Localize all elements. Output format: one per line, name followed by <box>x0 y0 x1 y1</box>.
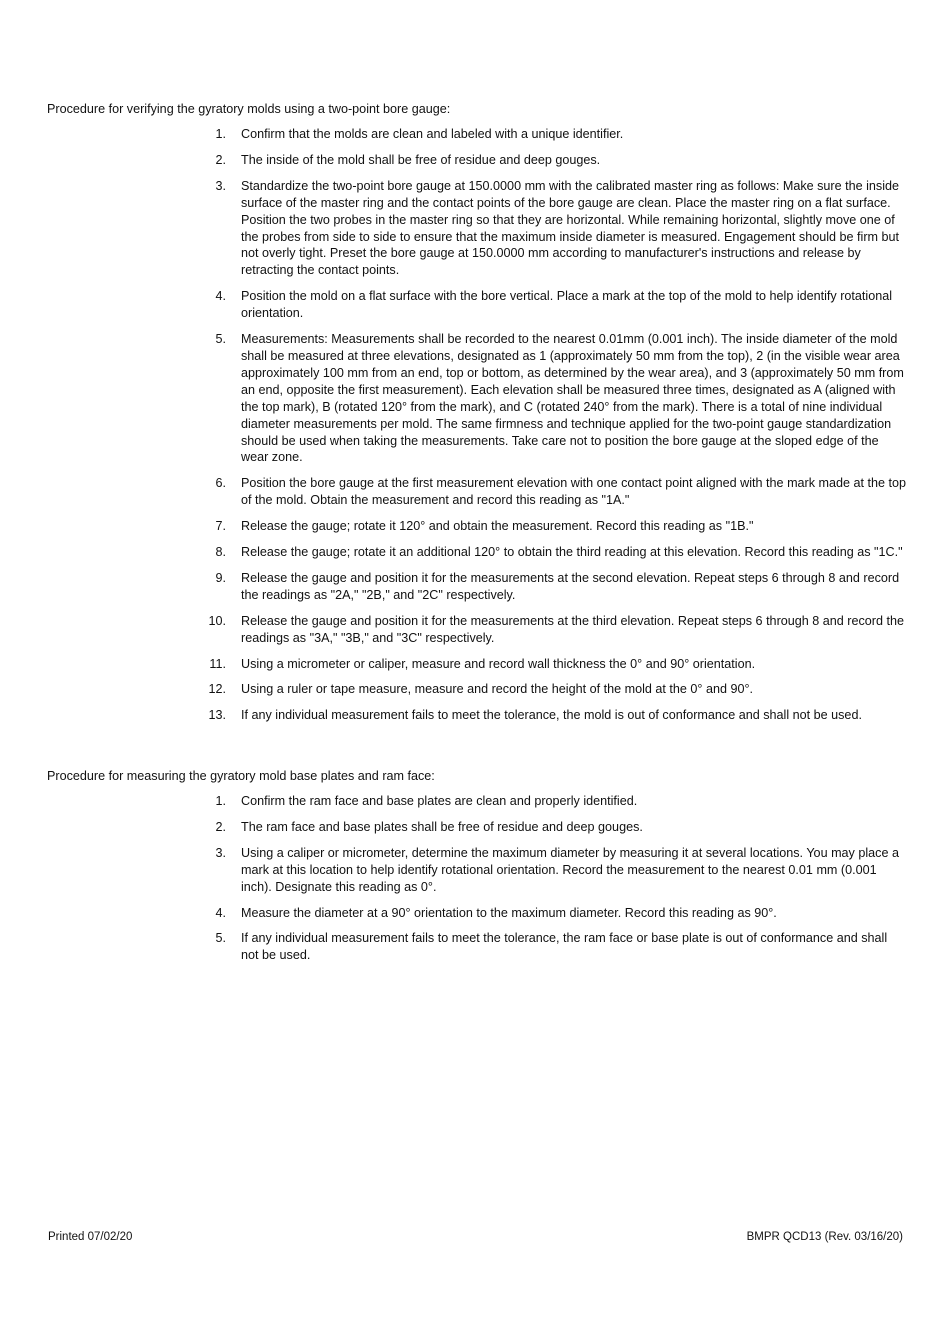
step-number: 2. <box>215 152 226 167</box>
step-text: The ram face and base plates shall be free of residue and deep gouges. <box>241 819 643 834</box>
step-text: If any individual measurement fails to meet the tolerance, the ram face or base plate is out of conformance and shall not be used. <box>241 931 888 963</box>
step-number: 1. <box>215 794 226 808</box>
step-number: 11. <box>209 656 226 671</box>
step-number: 5. <box>215 931 226 946</box>
base-plate-steps <box>196 793 908 973</box>
list-item <box>196 152 908 169</box>
step-text: Using a micrometer or caliper, measure and record wall thickness the 0° and 90° orientation. <box>241 656 756 671</box>
mold-verification-steps <box>196 126 908 733</box>
list-item <box>196 178 908 279</box>
step-text: Release the gauge; rotate it an additional 120° to obtain the third reading at this elevation. Record this reading as "1C." <box>241 545 903 560</box>
list-item <box>196 475 908 509</box>
step-number: 13. <box>208 708 226 723</box>
step-number: 4. <box>215 289 226 304</box>
step-number: 6. <box>215 476 226 491</box>
step-text: Release the gauge; rotate it 120° and obtain the measurement. Record this reading as "1B." <box>241 519 754 534</box>
printed-date: Printed 07/02/20 <box>48 1231 133 1243</box>
step-number: 1. <box>215 127 226 141</box>
step-number: 2. <box>215 819 226 834</box>
step-number: 9. <box>215 570 226 585</box>
step-text: Using a caliper or micrometer, determine the maximum diameter by measuring it at several locations. You may place a mark at this location to help identify rotational orientation. Record the measurement to the nearest 0.01 mm (0.001 inch). Designate this reading as 0°. <box>241 845 899 894</box>
step-text: Confirm the ram face and base plates are clean and properly identified. <box>241 794 638 808</box>
list-item <box>196 613 908 647</box>
form-identifier: BMPR QCD13 (Rev. 03/16/20) <box>746 1231 903 1243</box>
step-text: Measure the diameter at a 90° orientation to the maximum diameter. Record this reading as 90°. <box>241 905 777 920</box>
list-item <box>196 819 908 836</box>
step-text: Standardize the two-point bore gauge at 150.0000 mm with the calibrated master ring as follows: Make sure the inside surface of the master ring and the contact points of the bore gauge are clean. Place the master ring on a flat surface. Position the two probes in the master ring so that they are horizontal. While remaining horizontal, slightly move one of the probes from side to side to ensure that the maximum inside diameter is measured. Engagement should be firm but not overly tight. Preset the bore gauge at 150.0000 mm according to manufacturer's instructions and release by retracting the contact points. <box>241 178 900 278</box>
list-item <box>196 905 908 922</box>
section-heading-base-plates: Procedure for measuring the gyratory mold base plates and ram face: <box>47 769 435 783</box>
step-text: Using a ruler or tape measure, measure and record the height of the mold at the 0° and 90°. <box>241 682 754 697</box>
list-item <box>196 570 908 604</box>
list-item <box>196 656 908 673</box>
step-number: 7. <box>215 519 226 534</box>
step-text: Position the bore gauge at the first measurement elevation with one contact point aligned with the mark made at the top of the mold. Obtain the measurement and record this reading as "1A." <box>241 476 907 508</box>
list-item <box>196 126 908 143</box>
step-text: Release the gauge and position it for the measurements at the third elevation. Repeat steps 6 through 8 and record the readings as "3A," "3B," and "3C" respectively. <box>241 613 904 645</box>
step-text: Confirm that the molds are clean and labeled with a unique identifier. <box>241 127 624 141</box>
step-number: 3. <box>215 178 226 193</box>
list-item <box>196 793 908 810</box>
step-text: Position the mold on a flat surface with the bore vertical. Place a mark at the top of the mold to help identify rotational orientation. <box>241 289 893 321</box>
step-text: The inside of the mold shall be free of residue and deep gouges. <box>241 152 601 167</box>
step-number: 4. <box>215 905 226 920</box>
step-number: 3. <box>215 845 226 860</box>
step-number: 12. <box>208 682 226 697</box>
list-item <box>196 681 908 698</box>
list-item <box>196 930 908 964</box>
list-item <box>196 518 908 535</box>
step-text: If any individual measurement fails to meet the tolerance, the mold is out of conformance and shall not be used. <box>241 708 862 723</box>
step-number: 8. <box>215 545 226 560</box>
list-item <box>196 845 908 896</box>
section-heading-mold-verification: Procedure for verifying the gyratory molds using a two-point bore gauge: <box>47 102 451 116</box>
step-number: 10. <box>208 613 226 628</box>
step-text: Measurements: Measurements shall be recorded to the nearest 0.01mm (0.001 inch). The inside diameter of the mold shall be measured at three elevations, designated as 1 (approximately 50 mm from the top), 2 (in the visible wear area approximately 100 mm from an end, top or bottom, as determined by the wear area), and 3 (approximately 50 mm from an end, opposite the first measurement). Each elevation shall be measured three times, designated as A (aligned with the top mark), B (rotated 120° from the mark), and C (rotated 240° from the mark). There is a total of nine individual diameter measurements per mold. The same firmness and technique applied for the two-point gauge standardization should be used when taking the measurements. Take care not to position the bore gauge at the sloped edge of the wear zone. <box>241 332 904 465</box>
list-item <box>196 288 908 322</box>
list-item <box>196 331 908 466</box>
step-text: Release the gauge and position it for the measurements at the second elevation. Repeat steps 6 through 8 and record the readings as "2A," "2B," and "2C" respectively. <box>241 570 900 602</box>
list-item <box>196 707 908 724</box>
list-item <box>196 544 908 561</box>
step-number: 5. <box>215 332 226 347</box>
